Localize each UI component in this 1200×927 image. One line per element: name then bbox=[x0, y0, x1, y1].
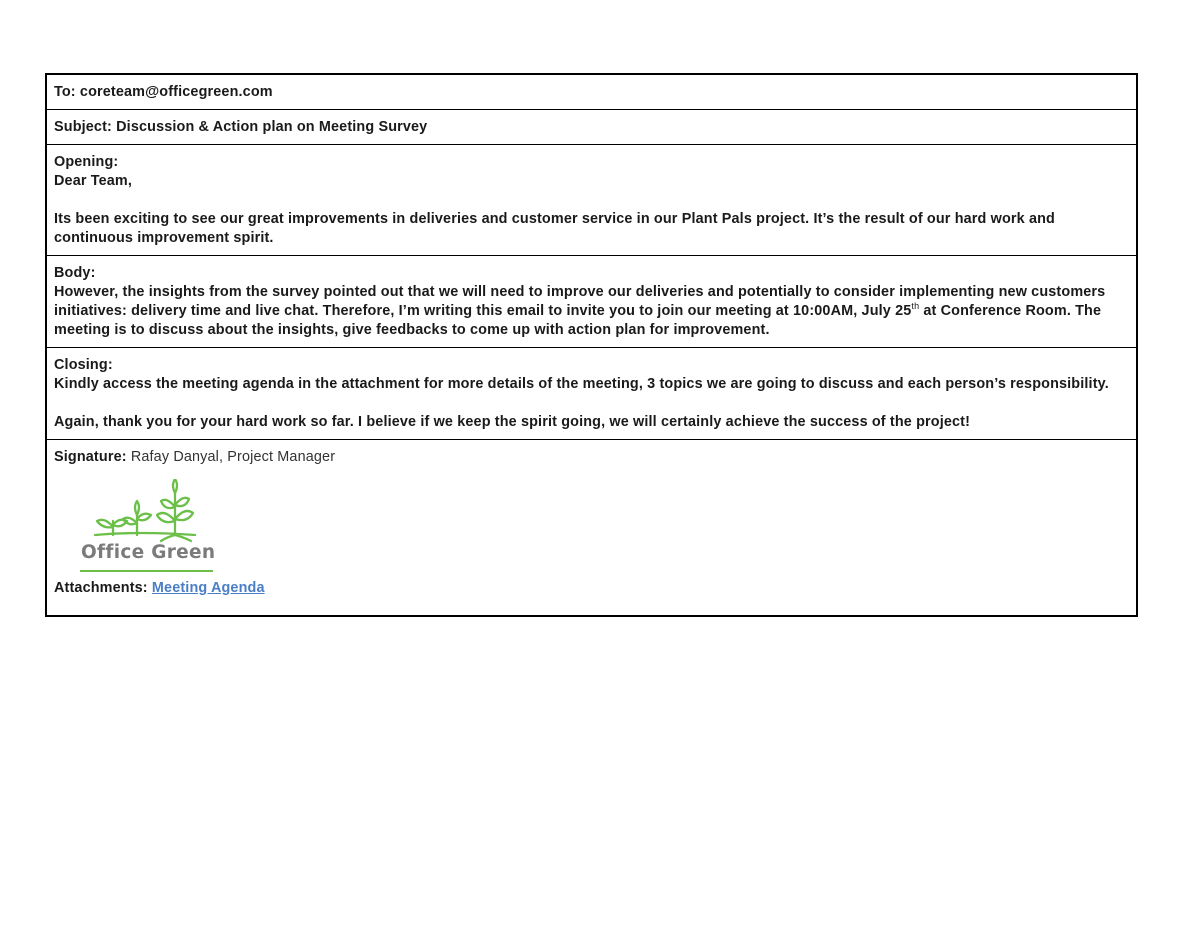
attachments-label: Attachments: bbox=[54, 580, 148, 596]
closing-paragraph-2: Again, thank you for your hard work so far. I believe if we keep the spirit going, we will certainly achieve the success of the project! bbox=[54, 414, 971, 430]
signature-line bbox=[54, 448, 1128, 467]
sprouting-plants-icon bbox=[79, 479, 219, 543]
opening-section bbox=[47, 145, 1136, 256]
body-section bbox=[47, 256, 1136, 348]
opening-paragraph: Its been exciting to see our great improvements in deliveries and customer service in our Plant Pals project. It’s the result of our hard work and continuous improvement spirit. bbox=[54, 211, 1055, 246]
signature-value: Rafay Danyal, Project Manager bbox=[130, 449, 336, 465]
closing-label: Closing: bbox=[54, 357, 113, 373]
body-paragraph-part1: However, the insights from the survey pointed out that we will need to improve our deliveries and potentially to consider implementing new customers initiatives: delivery time and live chat. Therefore, I’m writing this email to invite you to join our meeting at 10:00AM, July 25 bbox=[54, 284, 1106, 319]
to-label: To: bbox=[54, 84, 76, 100]
subject-label: Subject: bbox=[54, 119, 112, 135]
body-date-superscript: th bbox=[911, 301, 920, 311]
closing-section bbox=[47, 348, 1136, 440]
attachments-line bbox=[54, 579, 1128, 608]
email-draft-table bbox=[45, 73, 1138, 617]
closing-paragraph-1: Kindly access the meeting agenda in the attachment for more details of the meeting, 3 topics we are going to discuss and each person’s responsibility. bbox=[54, 376, 1109, 392]
body-paragraph bbox=[54, 283, 1128, 340]
subject-value: Discussion & Action plan on Meeting Survey bbox=[116, 119, 428, 135]
subject-row bbox=[47, 110, 1136, 145]
to-value: coreteam@officegreen.com bbox=[79, 84, 273, 100]
body-label: Body: bbox=[54, 265, 96, 281]
opening-label: Opening: bbox=[54, 154, 119, 170]
office-green-logo bbox=[79, 479, 219, 579]
logo-text: Office Green bbox=[81, 542, 216, 563]
opening-greeting: Dear Team, bbox=[54, 173, 133, 189]
to-row bbox=[47, 75, 1136, 110]
signature-section bbox=[47, 440, 1136, 615]
body-paragraph-part2: at Conference Room. The meeting is to discuss about the insights, give feedbacks to come up with action plan for improvement. bbox=[54, 303, 1102, 338]
signature-label: Signature: bbox=[54, 449, 127, 465]
logo-underline bbox=[80, 570, 213, 572]
meeting-agenda-link[interactable]: Meeting Agenda bbox=[151, 580, 265, 596]
